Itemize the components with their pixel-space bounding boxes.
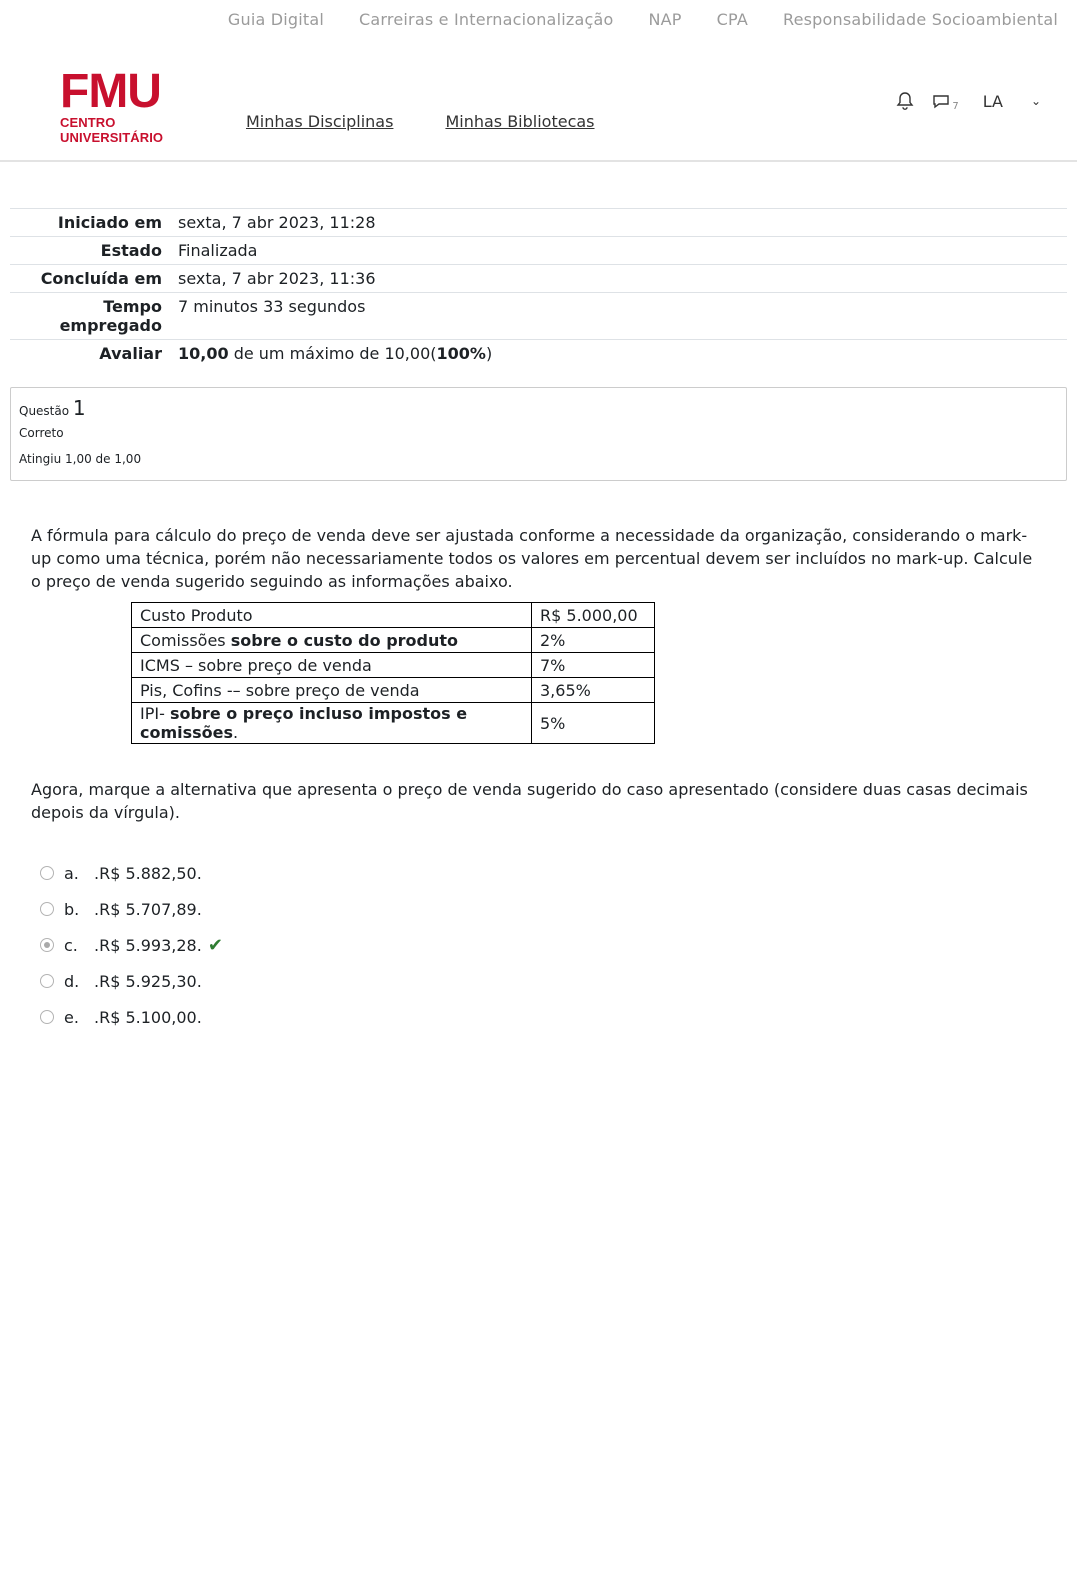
table-row: IPI- sobre o preço incluso impostos e comissões. 5% xyxy=(132,703,655,744)
nav-minhas-disciplinas[interactable]: Minhas Disciplinas xyxy=(246,112,394,131)
chat-icon xyxy=(930,90,952,112)
top-links xyxy=(228,10,1058,29)
time-label: Tempo empregado xyxy=(59,297,162,335)
answer-option-e[interactable]: e. .R$ 5.100,00. xyxy=(40,999,223,1035)
answer-option-a[interactable]: a. .R$ 5.882,50. xyxy=(40,855,223,891)
logo-sub: CENTRO UNIVERSITÁRIO xyxy=(60,115,164,145)
question-number: Questão 1 xyxy=(19,396,86,420)
summary-row xyxy=(10,237,1067,265)
answer-list xyxy=(40,855,223,1035)
logo-main: FMU xyxy=(60,65,161,118)
top-link-carreiras[interactable]: Carreiras e Internacionalização xyxy=(359,10,614,29)
summary-row xyxy=(10,340,1067,368)
attempt-summary xyxy=(10,208,1067,367)
grade-value: 10,00 de um máximo de 10,00(100%) xyxy=(178,344,493,363)
user-initials[interactable]: LA xyxy=(982,91,1003,111)
time-value: 7 minutos 33 segundos xyxy=(178,297,366,316)
completed-value: sexta, 7 abr 2023, 11:36 xyxy=(178,269,376,288)
question-info xyxy=(10,387,1067,481)
answer-option-d[interactable]: d. .R$ 5.925,30. xyxy=(40,963,223,999)
user-menu xyxy=(894,90,1041,112)
chevron-down-icon[interactable]: ⌄ xyxy=(1030,94,1041,108)
radio-button[interactable] xyxy=(40,974,54,988)
table-row: Comissões sobre o custo do produto 2% xyxy=(132,628,655,653)
question-text: A fórmula para cálculo do preço de venda deve ser ajustada conforme a necessidade da organização, considerando o mark-up como uma técnica, porém não necessariamente todos os valores em percentual devem ser incluídos no mark-up. Calcule o preço de venda sugerido seguindo as informações abaixo. xyxy=(31,526,1033,591)
started-value: sexta, 7 abr 2023, 11:28 xyxy=(178,213,376,232)
started-label: Iniciado em xyxy=(57,213,162,232)
nav-minhas-bibliotecas[interactable]: Minhas Bibliotecas xyxy=(445,112,595,131)
state-label: Estado xyxy=(100,241,162,260)
question-prompt: Agora, marque a alternativa que apresenta o preço de venda sugerido do caso apresentado (considere duas casas decimais depois da vírgula). xyxy=(31,780,1028,822)
top-link-cpa[interactable]: CPA xyxy=(716,10,748,29)
top-link-responsabilidade[interactable]: Responsabilidade Socioambiental xyxy=(782,10,1058,29)
correct-check-icon: ✔ xyxy=(207,934,223,956)
question-status: Correto xyxy=(19,426,64,440)
table-row: ICMS – sobre preço de venda 7% xyxy=(132,653,655,678)
radio-button[interactable] xyxy=(40,1010,54,1024)
logo[interactable] xyxy=(60,65,200,145)
radio-button[interactable] xyxy=(40,902,54,916)
main-nav xyxy=(246,112,595,131)
radio-button[interactable] xyxy=(40,866,54,880)
summary-row xyxy=(10,265,1067,293)
cost-table xyxy=(131,602,655,744)
answer-option-b[interactable]: b. .R$ 5.707,89. xyxy=(40,891,223,927)
top-link-guia-digital[interactable]: Guia Digital xyxy=(227,10,325,29)
table-row: Custo Produto R$ 5.000,00 xyxy=(132,603,655,628)
state-value: Finalizada xyxy=(178,241,258,260)
radio-button-selected[interactable] xyxy=(40,938,54,952)
completed-label: Concluída em xyxy=(40,269,162,288)
answer-option-c[interactable]: c. .R$ 5.993,28. ✔ xyxy=(40,927,223,963)
summary-row xyxy=(10,293,1067,340)
question-points: Atingiu 1,00 de 1,00 xyxy=(19,452,142,466)
messages-button[interactable] xyxy=(930,90,958,112)
header xyxy=(0,60,1077,162)
bell-icon[interactable] xyxy=(894,90,916,112)
grade-label: Avaliar xyxy=(99,344,162,363)
top-link-nap[interactable]: NAP xyxy=(648,10,682,29)
table-row: Pis, Cofins -– sobre preço de venda 3,65% xyxy=(132,678,655,703)
summary-row xyxy=(10,209,1067,237)
message-count: 7 xyxy=(952,101,959,112)
